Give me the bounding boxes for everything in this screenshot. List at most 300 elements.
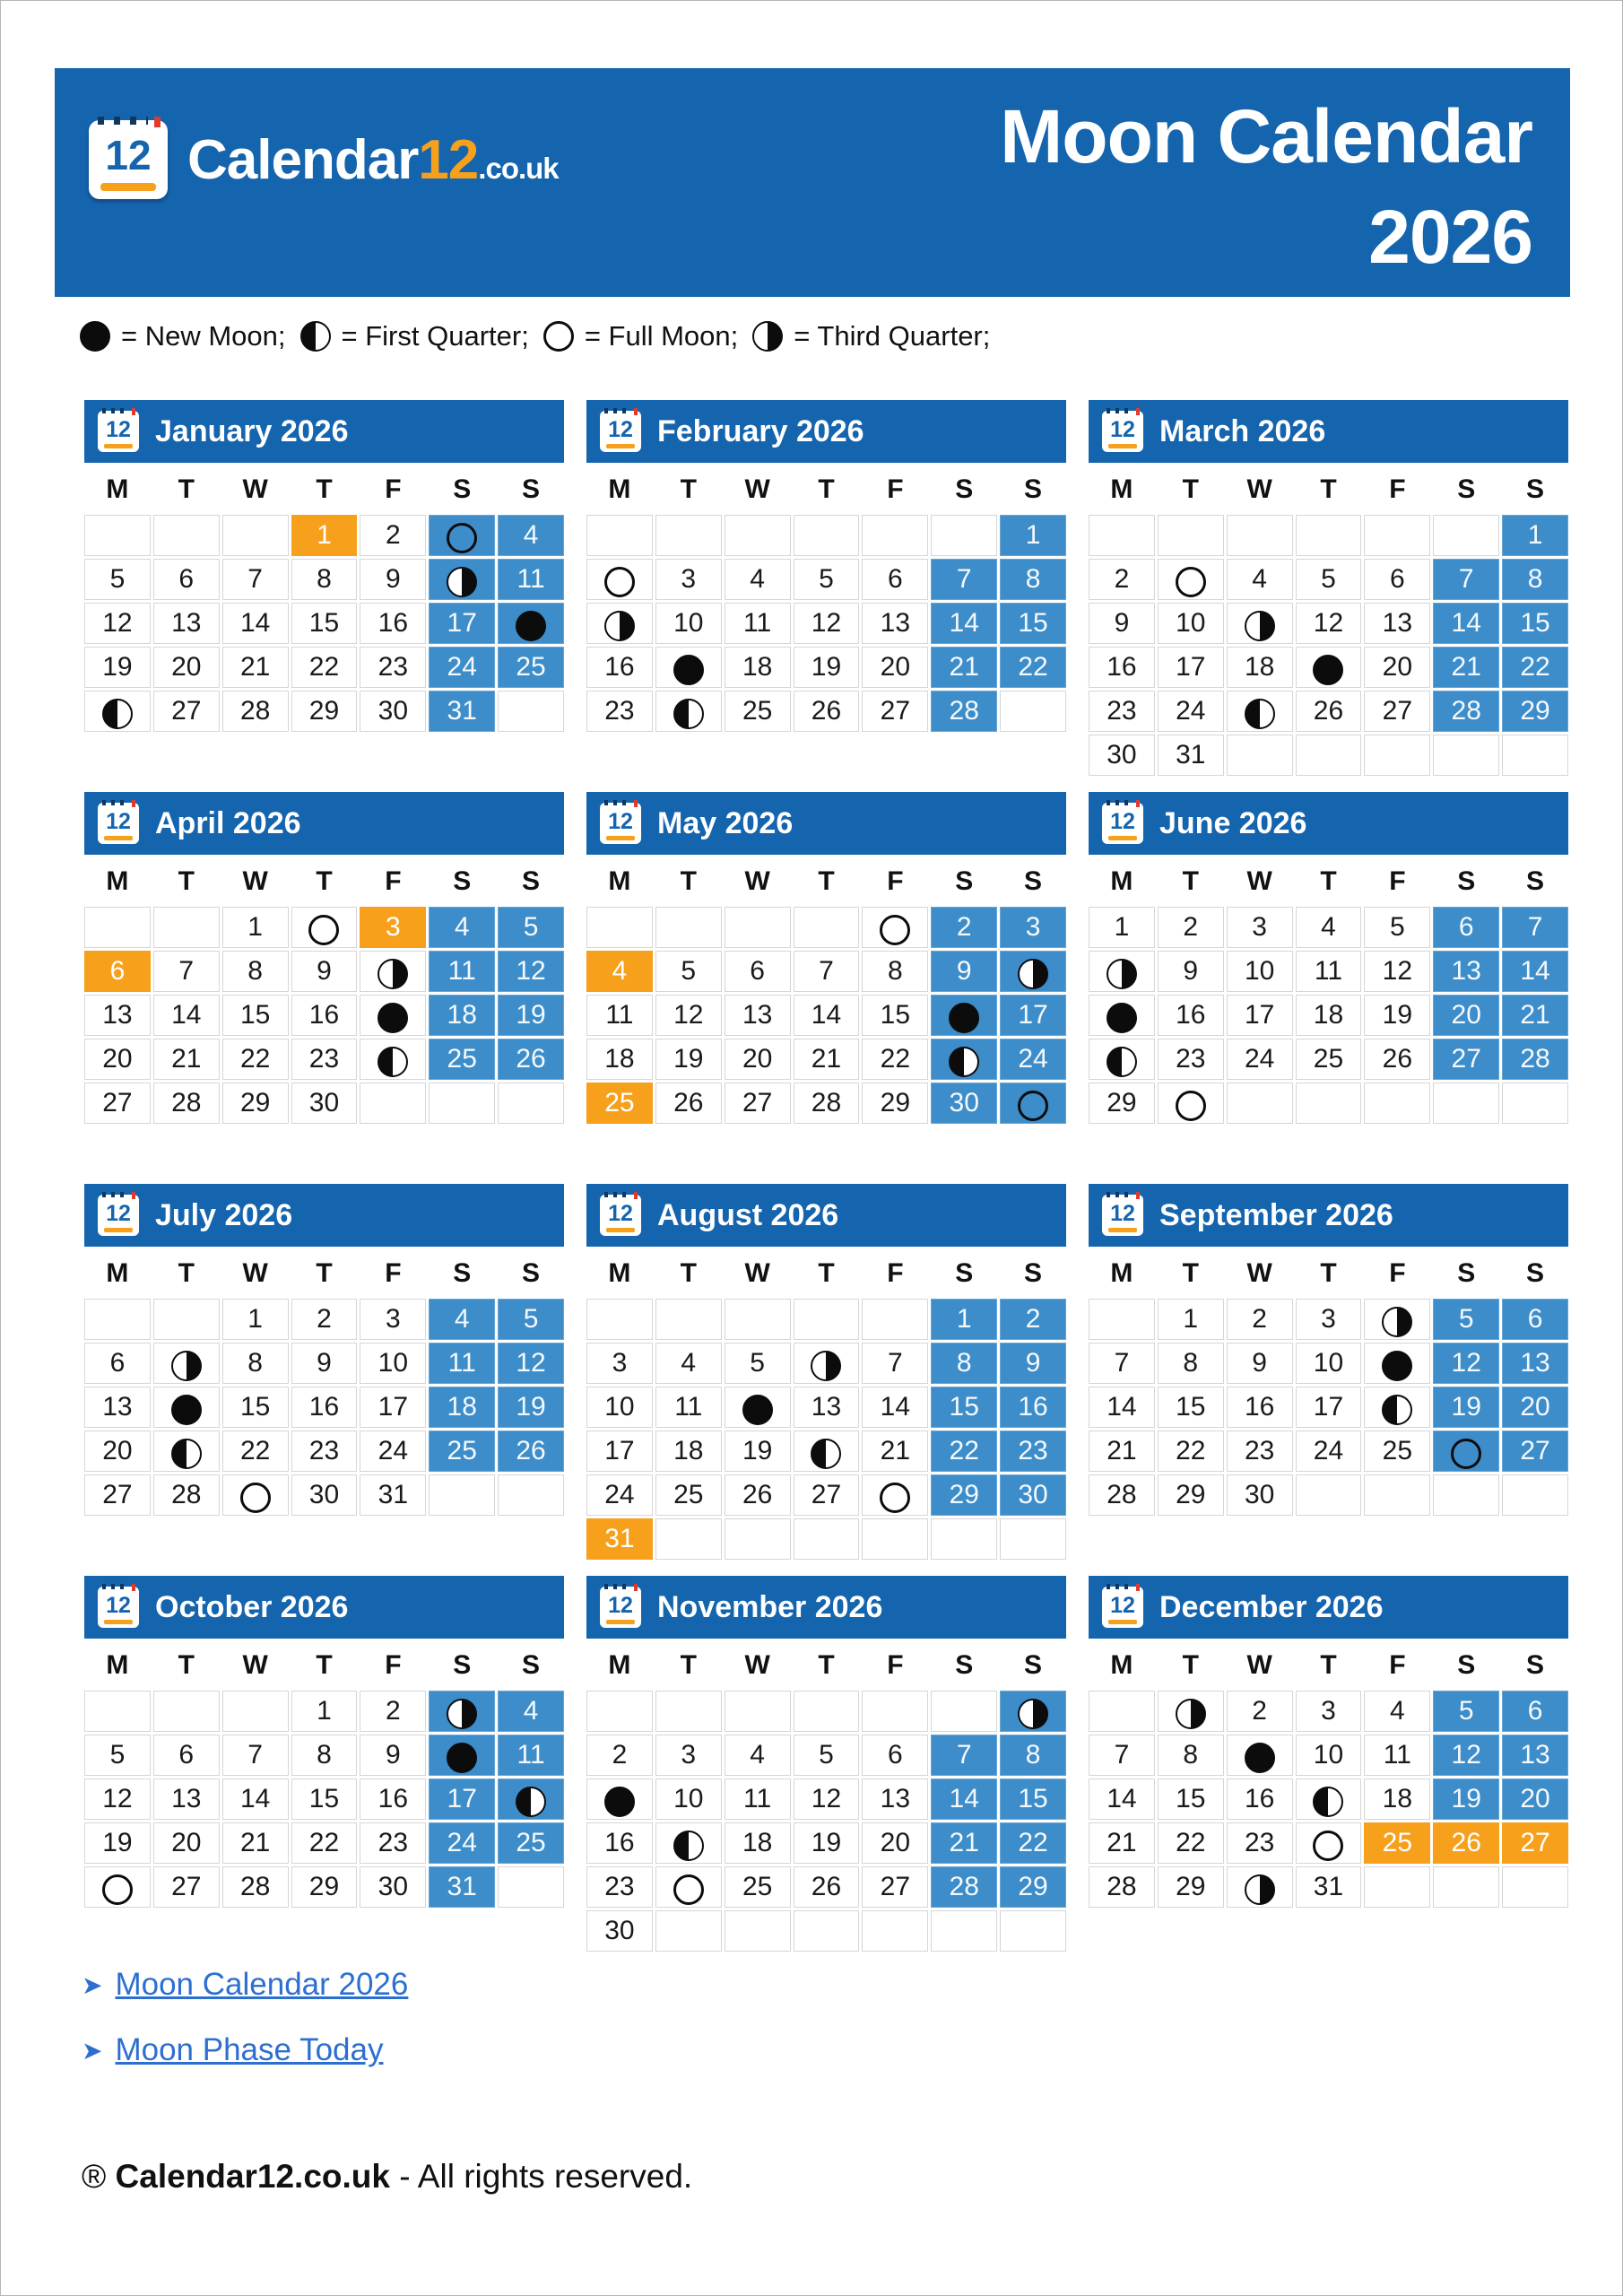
day-cell-empty [222, 515, 289, 556]
day-cell: 25 [586, 1083, 653, 1124]
day-cell [931, 1039, 997, 1080]
calendar-icon-bar [1108, 1620, 1137, 1624]
moon-third-icon [171, 1351, 202, 1381]
day-cell-empty [153, 907, 220, 948]
day-cell: 1 [222, 907, 289, 948]
weekday-label: S [955, 1650, 974, 1680]
weekday-label: W [1246, 1650, 1272, 1680]
day-cell-empty [1433, 1083, 1499, 1124]
day-cell: 31 [1158, 735, 1224, 776]
day-cell-empty [862, 1299, 928, 1340]
moon-first-icon [1382, 1395, 1412, 1425]
day-cell: 15 [1158, 1779, 1224, 1820]
weekday-label: W [1246, 474, 1272, 504]
weekday-label: T [1320, 474, 1337, 504]
weekday-label: S [955, 474, 974, 504]
day-cell: 27 [1502, 1822, 1568, 1864]
day-cell: 7 [931, 1735, 997, 1776]
day-cell: 2 [1089, 559, 1155, 600]
day-cell: 7 [1089, 1735, 1155, 1776]
month-december-2026 [1089, 1576, 1568, 1968]
day-cell: 12 [84, 603, 151, 644]
weekday-label: T [1320, 866, 1337, 896]
day-cell: 7 [1433, 559, 1499, 600]
day-cell: 3 [1296, 1691, 1362, 1732]
moon-third-icon [1107, 959, 1137, 989]
day-cell-empty [794, 1691, 860, 1732]
day-cell: 1 [1089, 907, 1155, 948]
moon-first-quarter-icon [300, 321, 331, 352]
weekday-label: M [1110, 1258, 1133, 1288]
weekday-label: M [1110, 866, 1133, 896]
calendar-icon-number: 12 [1110, 417, 1135, 442]
day-cell: 6 [1364, 559, 1430, 600]
day-cell: 25 [498, 647, 564, 688]
day-cell: 10 [1227, 951, 1293, 992]
day-cell: 2 [586, 1735, 653, 1776]
weekday-label: T [178, 866, 195, 896]
day-cell-empty [862, 515, 928, 556]
day-cell: 5 [725, 1343, 791, 1384]
month-title: April 2026 [155, 805, 301, 840]
calendar-icon [1102, 1195, 1143, 1236]
day-cell: 8 [1000, 1735, 1066, 1776]
weekday-label: F [1389, 1258, 1406, 1288]
day-cell [1089, 1039, 1155, 1080]
day-cell: 13 [1364, 603, 1430, 644]
weekday-label: T [818, 866, 835, 896]
weekday-label: F [385, 1650, 402, 1680]
day-cell: 23 [1158, 1039, 1224, 1080]
day-cell: 13 [153, 1779, 220, 1820]
day-cell: 5 [1296, 559, 1362, 600]
weekday-header-row [84, 863, 564, 900]
weekday-label: S [522, 1258, 541, 1288]
day-cell: 19 [725, 1431, 791, 1472]
month-header [84, 1576, 564, 1639]
day-cell: 19 [1433, 1779, 1499, 1820]
day-cell: 28 [153, 1083, 220, 1124]
day-cell: 16 [1158, 995, 1224, 1036]
day-cell: 21 [1433, 647, 1499, 688]
month-header [586, 1184, 1066, 1247]
month-july-2026 [84, 1184, 564, 1576]
day-cell: 11 [429, 951, 495, 992]
moon-full-icon [308, 915, 339, 945]
weekday-label: S [955, 866, 974, 896]
day-cell [1364, 1299, 1430, 1340]
day-cell [931, 995, 997, 1036]
weekday-label: S [453, 1650, 472, 1680]
day-cell: 1 [291, 515, 358, 556]
day-cell: 14 [1089, 1387, 1155, 1428]
month-header [586, 792, 1066, 855]
day-cell: 7 [1502, 907, 1568, 948]
day-cell: 28 [1089, 1474, 1155, 1516]
weekday-label: S [1526, 1650, 1545, 1680]
day-cell: 26 [794, 1866, 860, 1908]
calendar-icon-number: 12 [106, 1201, 131, 1226]
day-cell: 13 [84, 995, 151, 1036]
legend-label: = New Moon; [121, 320, 286, 352]
day-cell: 4 [429, 907, 495, 948]
moon-phase-legend [80, 320, 1004, 352]
day-cell: 4 [655, 1343, 722, 1384]
day-cell: 11 [498, 559, 564, 600]
calendar-icon [98, 1587, 139, 1628]
day-cell: 10 [655, 1779, 722, 1820]
day-cell: 3 [1000, 907, 1066, 948]
day-cell: 22 [1000, 1822, 1066, 1864]
month-september-2026 [1089, 1184, 1568, 1576]
day-cell [84, 691, 151, 732]
day-cell: 13 [1502, 1343, 1568, 1384]
calendar-icon-bar [104, 1620, 133, 1624]
day-cell: 28 [222, 691, 289, 732]
day-cell [291, 907, 358, 948]
weekday-label: W [744, 474, 770, 504]
day-cell: 12 [498, 1343, 564, 1384]
day-cell: 28 [931, 1866, 997, 1908]
footer-links [82, 1967, 408, 2098]
month-header [1089, 1184, 1568, 1247]
day-cell: 26 [655, 1083, 722, 1124]
day-cell: 6 [1502, 1691, 1568, 1732]
day-grid [84, 1299, 564, 1516]
day-cell: 5 [498, 907, 564, 948]
site-logo[interactable] [89, 120, 559, 199]
copyright-text: - All rights reserved. [399, 2158, 693, 2195]
day-cell: 7 [862, 1343, 928, 1384]
weekday-label: W [744, 866, 770, 896]
month-june-2026 [1089, 792, 1568, 1184]
logo-brand-number: 12 [418, 128, 479, 191]
day-cell: 26 [794, 691, 860, 732]
day-cell: 4 [429, 1299, 495, 1340]
day-cell: 9 [1158, 951, 1224, 992]
day-cell: 20 [1364, 647, 1430, 688]
month-title: July 2026 [155, 1197, 293, 1232]
day-cell: 20 [1502, 1387, 1568, 1428]
day-cell [429, 515, 495, 556]
legend-item-third [752, 320, 990, 352]
weekday-label: T [178, 1258, 195, 1288]
day-cell-empty [655, 1691, 722, 1732]
weekday-label: T [316, 1650, 333, 1680]
day-cell: 19 [84, 647, 151, 688]
day-cell-empty [586, 515, 653, 556]
day-cell [1227, 691, 1293, 732]
day-cell: 2 [360, 515, 426, 556]
calendar-icon [1102, 411, 1143, 452]
day-cell-empty [1158, 515, 1224, 556]
legend-label: = Third Quarter; [794, 320, 991, 352]
day-cell: 3 [1296, 1299, 1362, 1340]
month-title: October 2026 [155, 1589, 349, 1624]
day-cell: 11 [1296, 951, 1362, 992]
day-cell: 12 [498, 951, 564, 992]
day-cell [1364, 1343, 1430, 1384]
weekday-label: M [106, 1258, 129, 1288]
day-cell: 10 [360, 1343, 426, 1384]
moon-third-icon [447, 567, 477, 597]
day-cell: 4 [1227, 559, 1293, 600]
day-cell [1158, 1691, 1224, 1732]
day-cell-empty [655, 1299, 722, 1340]
day-cell-empty [794, 1518, 860, 1560]
copyright-brand: Calendar12.co.uk [115, 2158, 390, 2195]
day-cell: 22 [1000, 647, 1066, 688]
day-cell: 18 [1296, 995, 1362, 1036]
weekday-label: T [680, 474, 697, 504]
day-cell-empty [862, 1691, 928, 1732]
day-cell [1296, 647, 1362, 688]
weekday-label: S [453, 474, 472, 504]
month-august-2026 [586, 1184, 1066, 1576]
day-cell: 22 [862, 1039, 928, 1080]
weekday-label: T [1320, 1650, 1337, 1680]
day-cell: 24 [429, 647, 495, 688]
month-title: August 2026 [657, 1197, 839, 1232]
weekday-label: W [242, 1650, 268, 1680]
day-cell: 1 [1000, 515, 1066, 556]
month-header [1089, 792, 1568, 855]
calendar-icon-number: 12 [106, 1593, 131, 1618]
calendar12-logo-icon [89, 120, 168, 199]
weekday-label: S [1526, 474, 1545, 504]
day-cell: 20 [1433, 995, 1499, 1036]
day-cell-empty [725, 515, 791, 556]
day-cell: 2 [931, 907, 997, 948]
day-cell [429, 559, 495, 600]
weekday-label: S [1024, 1258, 1043, 1288]
calendar-icon-number: 12 [1110, 809, 1135, 834]
calendar-icon [600, 803, 641, 844]
weekday-label: F [385, 1258, 402, 1288]
footer-link-row [82, 2032, 408, 2068]
day-cell: 23 [360, 647, 426, 688]
moon-third-icon [1018, 959, 1048, 989]
day-cell-empty [725, 1518, 791, 1560]
day-cell: 11 [498, 1735, 564, 1776]
day-cell: 23 [1000, 1431, 1066, 1472]
day-cell-empty [1433, 735, 1499, 776]
day-cell [360, 951, 426, 992]
day-cell: 29 [222, 1083, 289, 1124]
weekday-label: F [385, 474, 402, 504]
weekday-label: T [680, 866, 697, 896]
month-january-2026 [84, 400, 564, 792]
day-cell: 5 [794, 1735, 860, 1776]
page-title-line2: 2026 [1368, 195, 1532, 279]
day-cell: 8 [862, 951, 928, 992]
day-cell: 7 [794, 951, 860, 992]
day-cell: 13 [862, 1779, 928, 1820]
weekday-label: T [178, 1650, 195, 1680]
moon-new-icon [949, 1003, 979, 1033]
logo-icon-number: 12 [105, 132, 152, 178]
day-cell: 17 [586, 1431, 653, 1472]
weekday-header-row [1089, 1647, 1568, 1684]
day-cell-empty [794, 907, 860, 948]
month-header [84, 400, 564, 463]
day-cell: 8 [1502, 559, 1568, 600]
copyright-symbol: ® [82, 2158, 107, 2195]
weekday-label: T [818, 474, 835, 504]
day-cell: 30 [1000, 1474, 1066, 1516]
weekday-label: W [744, 1258, 770, 1288]
day-cell-empty [153, 1299, 220, 1340]
day-cell: 5 [794, 559, 860, 600]
day-cell: 17 [360, 1387, 426, 1428]
moon-first-icon [1107, 1047, 1137, 1077]
day-cell: 14 [862, 1387, 928, 1428]
day-cell: 12 [1433, 1343, 1499, 1384]
day-cell: 22 [291, 647, 358, 688]
day-cell: 8 [1158, 1343, 1224, 1384]
copyright-line [82, 2158, 692, 2196]
day-cell: 11 [725, 603, 791, 644]
day-cell: 29 [291, 691, 358, 732]
day-cell: 4 [586, 951, 653, 992]
day-cell: 5 [1433, 1691, 1499, 1732]
day-cell: 10 [1158, 603, 1224, 644]
day-cell-empty [794, 1299, 860, 1340]
day-cell: 27 [153, 1866, 220, 1908]
calendar-icon-number: 12 [608, 809, 633, 834]
calendar-icon-bar [104, 444, 133, 448]
calendar-icon [98, 1195, 139, 1236]
day-cell: 4 [725, 559, 791, 600]
moon-full-icon [240, 1483, 271, 1513]
day-cell: 2 [1158, 907, 1224, 948]
moon-first-icon [1313, 1787, 1343, 1817]
calendar-icon-bar [606, 836, 635, 840]
day-cell: 23 [586, 691, 653, 732]
weekday-label: T [1182, 1650, 1199, 1680]
day-cell: 7 [1089, 1343, 1155, 1384]
day-cell: 27 [1364, 691, 1430, 732]
moon-full-icon [1176, 1091, 1206, 1121]
day-cell: 20 [862, 1822, 928, 1864]
day-cell: 20 [84, 1431, 151, 1472]
day-cell [794, 1431, 860, 1472]
day-cell: 6 [84, 1343, 151, 1384]
moon-third-icon [1382, 1307, 1412, 1337]
day-cell: 26 [498, 1039, 564, 1080]
moon-full-icon [880, 1483, 910, 1513]
day-cell-empty [153, 1691, 220, 1732]
day-cell: 1 [291, 1691, 358, 1732]
day-cell: 27 [725, 1083, 791, 1124]
page-title-line1: Moon Calendar [1000, 94, 1532, 178]
moon-first-icon [949, 1047, 979, 1077]
day-cell [1296, 1822, 1362, 1864]
day-cell [586, 559, 653, 600]
weekday-label: F [887, 1650, 904, 1680]
day-cell: 28 [1089, 1866, 1155, 1908]
moon-third-icon [811, 1351, 841, 1381]
day-cell: 26 [1296, 691, 1362, 732]
day-cell: 28 [153, 1474, 220, 1516]
day-cell: 23 [360, 1822, 426, 1864]
day-cell: 20 [862, 647, 928, 688]
day-cell: 10 [586, 1387, 653, 1428]
day-cell: 28 [1433, 691, 1499, 732]
day-cell: 25 [725, 1866, 791, 1908]
month-title: May 2026 [657, 805, 794, 840]
day-cell: 25 [725, 691, 791, 732]
link-moon-phase-today[interactable]: Moon Phase Today [115, 2032, 384, 2067]
day-cell: 27 [153, 691, 220, 732]
day-cell: 13 [725, 995, 791, 1036]
day-cell: 12 [794, 1779, 860, 1820]
day-cell: 14 [794, 995, 860, 1036]
logo-text [187, 128, 559, 192]
weekday-label: T [680, 1650, 697, 1680]
weekday-header-row [586, 1647, 1066, 1684]
moon-first-icon [516, 1787, 546, 1817]
moon-first-icon [673, 699, 704, 729]
day-cell: 24 [1000, 1039, 1066, 1080]
day-cell [1296, 1779, 1362, 1820]
day-cell [360, 995, 426, 1036]
day-cell: 12 [1296, 603, 1362, 644]
weekday-label: F [887, 1258, 904, 1288]
day-cell-empty [1502, 735, 1568, 776]
month-header [586, 1576, 1066, 1639]
link-moon-calendar-2026[interactable]: Moon Calendar 2026 [115, 1967, 409, 2002]
moon-new-icon [1382, 1351, 1412, 1381]
day-cell-empty [1364, 1083, 1430, 1124]
day-cell [1089, 951, 1155, 992]
weekday-label: T [1320, 1258, 1337, 1288]
moon-full-icon [604, 567, 635, 597]
day-cell-empty [655, 1518, 722, 1560]
logo-icon-bar [100, 183, 156, 191]
weekday-label: S [453, 1258, 472, 1288]
calendar-icon [600, 1195, 641, 1236]
day-cell: 5 [498, 1299, 564, 1340]
day-cell: 31 [360, 1474, 426, 1516]
weekday-label: F [1389, 866, 1406, 896]
footer-link-row [82, 1967, 408, 2003]
day-cell-empty [429, 1474, 495, 1516]
day-cell-empty [1502, 1866, 1568, 1908]
day-cell: 28 [931, 691, 997, 732]
day-cell: 11 [429, 1343, 495, 1384]
day-cell: 3 [360, 907, 426, 948]
day-cell: 23 [586, 1866, 653, 1908]
page-header [55, 68, 1570, 297]
calendar-icon-bar [606, 1620, 635, 1624]
month-header [1089, 1576, 1568, 1639]
moon-full-icon [447, 523, 477, 553]
weekday-header-row [84, 471, 564, 509]
day-cell: 27 [1502, 1431, 1568, 1472]
day-cell: 14 [1089, 1779, 1155, 1820]
day-cell-empty [794, 515, 860, 556]
day-cell: 25 [1296, 1039, 1362, 1080]
day-cell-empty [1364, 1474, 1430, 1516]
day-cell: 19 [498, 1387, 564, 1428]
day-cell: 21 [931, 1822, 997, 1864]
day-cell: 22 [1158, 1431, 1224, 1472]
day-cell: 30 [1089, 735, 1155, 776]
day-cell [1433, 1431, 1499, 1472]
day-cell: 24 [1296, 1431, 1362, 1472]
day-cell: 15 [1158, 1387, 1224, 1428]
